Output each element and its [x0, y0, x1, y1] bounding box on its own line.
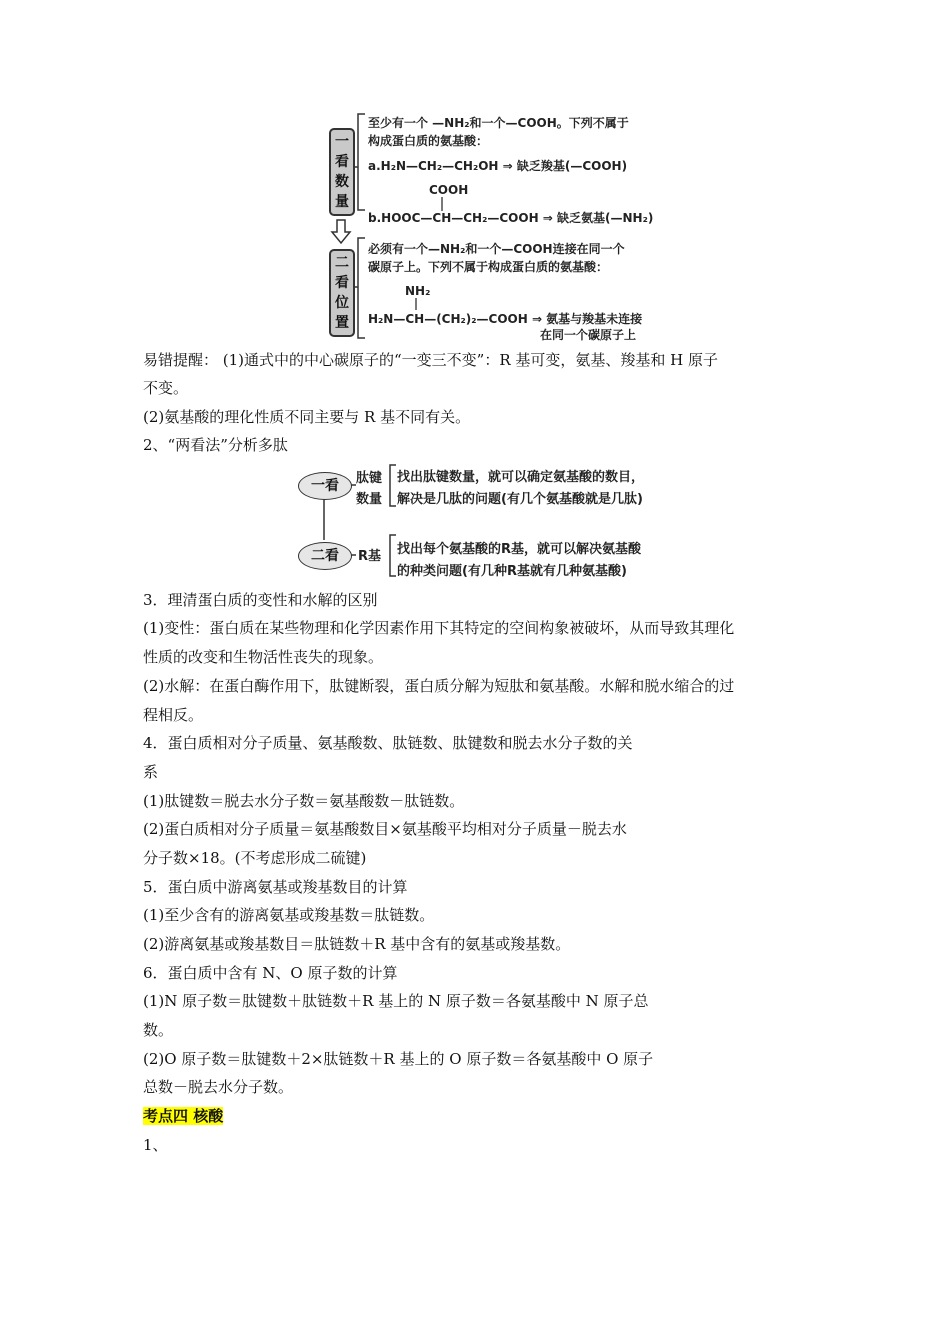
text-line: (1)N 原子数＝肽键数＋肽链数＋R 基上的 N 原子数＝各氨基酸中 N 原子总 [143, 992, 649, 1010]
s1-example-a: a.H₂N—CH₂—CH₂OH ⇒ 缺乏羧基(—COOH) [368, 159, 628, 173]
s2-top: NH₂ [405, 284, 431, 298]
text-line: 性质的改变和生物活性丧失的现象。 [143, 648, 384, 666]
box-first-look: 一 看 数 量 [329, 128, 355, 216]
text-line: (2)水解：在蛋白酶作用下，肽键断裂，蛋白质分解为短肽和氨基酸。水解和脱水缩合的过 [143, 677, 735, 695]
text-line: 不变。 [143, 379, 189, 397]
s2-line2: 碳原子上。下列不属于构成蛋白质的氨基酸： [368, 260, 609, 274]
label-r-group: R基 [358, 549, 382, 564]
s2-formula2: 在同一个碳原子上 [540, 328, 637, 342]
desc2a: 找出每个氨基酸的R基，就可以解决氨基酸 [397, 542, 642, 557]
heading-highlight: 考点四 核酸 [143, 1107, 224, 1125]
s2-line1: 必须有一个—NH₂和一个—COOH连接在同一个 [368, 242, 625, 256]
text-line: 总数－脱去水分子数。 [143, 1078, 294, 1096]
text-line: (2)氨基酸的理化性质不同主要与 R 基不同有关。 [143, 408, 471, 426]
text-line: (2)蛋白质相对分子质量＝氨基酸数目×氨基酸平均相对分子质量－脱去水 [143, 820, 627, 838]
text-line: (2)游离氨基或羧基数目＝肽链数＋R 基中含有的氨基或羧基数。 [143, 935, 571, 953]
text-line: 5．蛋白质中游离氨基或羧基数目的计算 [143, 878, 408, 896]
s2-formula: H₂N—CH—(CH₂)₂—COOH ⇒ 氨基与羧基未连接 [368, 312, 643, 326]
text-line: (1)肽键数＝脱去水分子数＝氨基酸数－肽链数。 [143, 792, 465, 810]
down-arrow-icon [330, 219, 352, 245]
s1-line2: 构成蛋白质的氨基酸： [368, 134, 489, 148]
bracket-lines [355, 112, 367, 342]
desc2b: 的种类问题(有几种R基就有几种氨基酸) [397, 564, 627, 579]
text-line: 6．蛋白质中含有 N、O 原子数的计算 [143, 964, 398, 982]
text-line: (1)变性：蛋白质在某些物理和化学因素作用下其特定的空间构象被破坏，从而导致其理化 [143, 619, 735, 637]
label-quantity: 数量 [356, 492, 383, 507]
text-line: (1)至少含有的游离氨基或羧基数＝肽链数。 [143, 906, 435, 924]
section-heading [143, 1106, 223, 1126]
bond-line [414, 298, 418, 310]
s1-example-b-top: COOH [429, 183, 469, 197]
text-line: (2)O 原子数＝肽键数＋2×肽链数＋R 基上的 O 原子数＝各氨基酸中 O 原子 [143, 1050, 654, 1068]
ellipse-second-look: 二看 [298, 542, 352, 570]
box-second-look: 二 看 位 置 [329, 249, 355, 337]
text-line: 分子数×18。(不考虑形成二硫键) [143, 849, 367, 867]
text-line: 1、 [143, 1136, 168, 1154]
s1-line1: 至少有一个 —NH₂和一个—COOH。下列不属于 [368, 116, 629, 130]
text-line: 系 [143, 763, 159, 781]
text-line: 4．蛋白质相对分子质量、氨基酸数、肽链数、肽键数和脱去水分子数的关 [143, 734, 633, 752]
s1-example-b: b.HOOC—CH—CH₂—COOH ⇒ 缺乏氨基(—NH₂) [368, 211, 654, 225]
desc1b: 解决是几肽的问题(有几个氨基酸就是几肽) [397, 492, 643, 507]
text-line: 易错提醒： (1)通式中的中心碳原子的“一变三不变”：R 基可变，氨基、羧基和 H 原子 [143, 351, 719, 369]
ellipse-first-look: 一看 [298, 472, 352, 500]
text-line: 程相反。 [143, 706, 204, 724]
text-line: 数。 [143, 1021, 174, 1039]
text-line: 3．理清蛋白质的变性和水解的区别 [143, 591, 378, 609]
desc1a: 找出肽键数量，就可以确定氨基酸的数目， [397, 470, 645, 485]
text-line: 2、“两看法”分析多肽 [143, 436, 288, 454]
label-peptide-bond: 肽键 [356, 471, 383, 486]
